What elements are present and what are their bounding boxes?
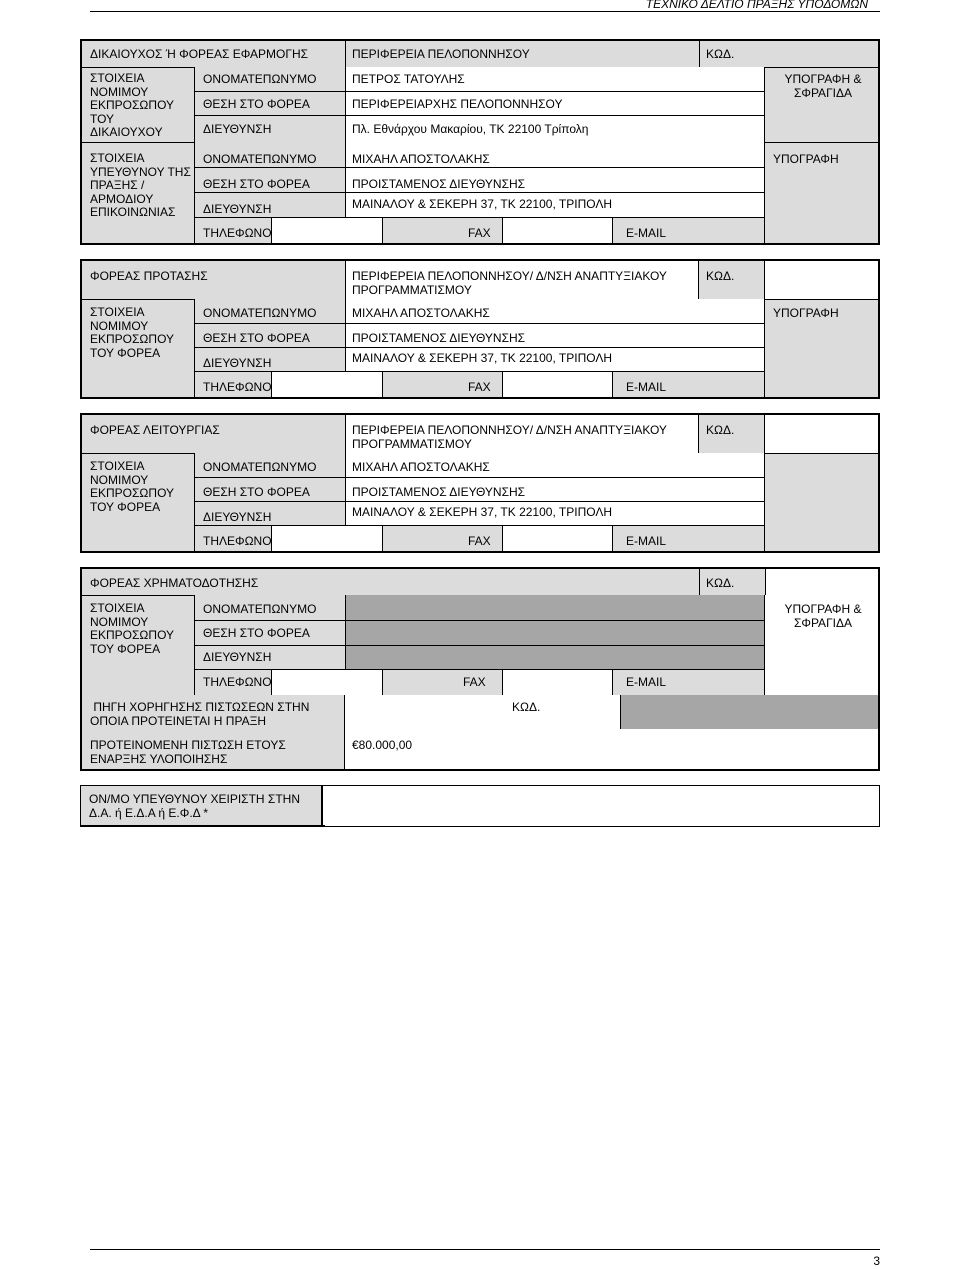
operating-name: ΜΙΧΑΗΛ ΑΠΟΣΤΟΛΑΚΗΣ: [352, 460, 490, 474]
contact-name-label: ΟΝΟΜΑΤΕΠΩΝΥΜΟ: [203, 152, 317, 166]
header-rule: [90, 11, 880, 12]
proposing-body-title: ΦΟΡΕΑΣ ΠΡΟΤΑΣΗΣ: [90, 269, 208, 283]
page-number: 3: [873, 1254, 880, 1268]
proposing-position: ΠΡΟΙΣΤΑΜΕΝΟΣ ΔΙΕΥΘΥΝΣΗΣ: [352, 331, 526, 345]
funding-signature-label: ΥΠΟΓΡΑΦΗ & ΣΦΡΑΓΙΔΑ: [784, 602, 862, 630]
funding-rep-section-label: ΣΤΟΙΧΕΙΑ ΝΟΜΙΜΟΥ ΕΚΠΡΟΣΩΠΟΥ ΤΟΥ ΦΟΡΕΑ: [90, 601, 175, 656]
contact-fax-label: FAX: [468, 226, 491, 240]
funding-email-label: E-MAIL: [626, 675, 667, 689]
legal-rep-address-label: ΔΙΕΥΘΥΝΣΗ: [203, 122, 272, 136]
operating-body-title: ΦΟΡΕΑΣ ΛΕΙΤΟΥΡΓΙΑΣ: [90, 423, 220, 437]
legal-rep-signature-label: ΥΠΟΓΡΑΦΗ & ΣΦΡΑΓΙΔΑ: [784, 72, 862, 100]
legal-rep-position: ΠΕΡΙΦΕΡΕΙΑΡΧΗΣ ΠΕΛΟΠΟΝΝΗΣΟΥ: [352, 97, 563, 111]
funding-body-kod-label: ΚΩΔ.: [706, 576, 735, 590]
proposing-name: ΜΙΧΑΗΛ ΑΠΟΣΤΟΛΑΚΗΣ: [352, 306, 490, 320]
operating-fax-label: FAX: [468, 534, 491, 548]
operating-name-label: ΟΝΟΜΑΤΕΠΩΝΥΜΟ: [203, 460, 317, 474]
contact-section-label: ΣΤΟΙΧΕΙΑ ΥΠΕΥΘΥΝΟΥ ΤΗΣ ΠΡΑΞΗΣ / ΑΡΜΟΔΙΟΥ ΕΠΙΚΟΙΝΩΝΙΑΣ: [90, 151, 191, 219]
contact-email-label: E-MAIL: [626, 226, 667, 240]
contact-signature-label: ΥΠΟΓΡΑΦΗ: [773, 152, 839, 166]
contact-name: ΜΙΧΑΗΛ ΑΠΟΣΤΟΛΑΚΗΣ: [352, 152, 490, 166]
proposing-body-value: ΠΕΡΙΦΕΡΕΙΑ ΠΕΛΟΠΟΝΝΗΣΟΥ/ Δ/ΝΣΗ ΑΝΑΠΤΥΞΙΑΚΟΥ ΠΡΟΓΡΑΜΜΑΤΙΣΜΟΥ: [352, 269, 667, 297]
proposing-body-block: [80, 259, 880, 399]
proposing-address-label: ΔΙΕΥΘΥΝΣΗ: [203, 356, 272, 370]
legal-rep-position-label: ΘΕΣΗ ΣΤΟ ΦΟΡΕΑ: [203, 97, 310, 111]
proposed-credit-value: €80.000,00: [352, 738, 413, 752]
funding-position-label: ΘΕΣΗ ΣΤΟ ΦΟΡΕΑ: [203, 626, 310, 640]
proposing-email-label: E-MAIL: [626, 380, 667, 394]
operating-rep-section-label: ΣΤΟΙΧΕΙΑ ΝΟΜΙΜΟΥ ΕΚΠΡΟΣΩΠΟΥ ΤΟΥ ΦΟΡΕΑ: [90, 459, 175, 514]
document-header-title: ΤΕΧΝΙΚΟ ΔΕΛΤΙΟ ΠΡΑΞΗΣ ΥΠΟΔΟΜΩΝ: [645, 0, 868, 11]
operating-body-kod-label: ΚΩΔ.: [706, 423, 735, 437]
funding-body-block: [80, 567, 880, 771]
contact-address: ΜΑΙΝΑΛΟΥ & ΣΕΚΕΡΗ 37, ΤΚ 22100, ΤΡΙΠΟΛΗ: [352, 197, 613, 211]
handler-block: [80, 785, 880, 827]
operating-phone-label: ΤΗΛΕΦΩΝΟ: [203, 534, 272, 548]
proposing-name-label: ΟΝΟΜΑΤΕΠΩΝΥΜΟ: [203, 306, 317, 320]
operating-position: ΠΡΟΙΣΤΑΜΕΝΟΣ ΔΙΕΥΘΥΝΣΗΣ: [352, 485, 526, 499]
funding-address-label: ΔΙΕΥΘΥΝΣΗ: [203, 650, 272, 664]
proposing-signature-label: ΥΠΟΓΡΑΦΗ: [773, 306, 839, 320]
operating-address-label: ΔΙΕΥΘΥΝΣΗ: [203, 510, 272, 524]
contact-address-label: ΔΙΕΥΘΥΝΣΗ: [203, 202, 272, 216]
funding-source-label: ΠΗΓΗ ΧΟΡΗΓΗΣΗΣ ΠΙΣΤΩΣΕΩΝ ΣΤΗΝ ΟΠΟΙΑ ΠΡΟΤΕΙΝΕΤΑΙ Η ΠΡΑΞΗ: [90, 700, 310, 728]
legal-rep-name-label: ΟΝΟΜΑΤΕΠΩΝΥΜΟ: [203, 72, 317, 86]
proposing-address: ΜΑΙΝΑΛΟΥ & ΣΕΚΕΡΗ 37, ΤΚ 22100, ΤΡΙΠΟΛΗ: [352, 351, 613, 365]
beneficiary-block: [80, 39, 880, 245]
contact-phone-label: ΤΗΛΕΦΩΝΟ: [203, 226, 272, 240]
proposing-rep-section-label: ΣΤΟΙΧΕΙΑ ΝΟΜΙΜΟΥ ΕΚΠΡΟΣΩΠΟΥ ΤΟΥ ΦΟΡΕΑ: [90, 305, 175, 360]
operating-body-block: [80, 413, 880, 553]
operating-email-label: E-MAIL: [626, 534, 667, 548]
legal-rep-address: Πλ. Εθνάρχου Μακαρίου, ΤΚ 22100 Τρίπολη: [352, 122, 589, 136]
beneficiary-value: ΠΕΡΙΦΕΡΕΙΑ ΠΕΛΟΠΟΝΝΗΣΟΥ: [352, 47, 530, 61]
proposed-credit-label: ΠΡΟΤΕΙΝΟΜΕΝΗ ΠΙΣΤΩΣΗ ΕΤΟΥΣ ΕΝΑΡΞΗΣ ΥΛΟΠΟΙΗΣΗΣ: [90, 738, 286, 766]
operating-address: ΜΑΙΝΑΛΟΥ & ΣΕΚΕΡΗ 37, ΤΚ 22100, ΤΡΙΠΟΛΗ: [352, 505, 613, 519]
legal-rep-section-label: ΣΤΟΙΧΕΙΑ ΝΟΜΙΜΟΥ ΕΚΠΡΟΣΩΠΟΥ ΤΟΥ ΔΙΚΑΙΟΥΧΟΥ: [90, 71, 175, 139]
funding-phone-label: ΤΗΛΕΦΩΝΟ: [203, 675, 272, 689]
contact-position: ΠΡΟΙΣΤΑΜΕΝΟΣ ΔΙΕΥΘΥΝΣΗΣ: [352, 177, 526, 191]
proposing-position-label: ΘΕΣΗ ΣΤΟ ΦΟΡΕΑ: [203, 331, 310, 345]
handler-label: ΟΝ/ΜΟ ΥΠΕΥΘΥΝΟΥ ΧΕΙΡΙΣΤΗ ΣΤΗΝ Δ.Α. ή Ε.Δ.Α ή Ε.Φ.Δ *: [89, 792, 300, 820]
beneficiary-title: ΔΙΚΑΙΟΥΧΟΣ Ή ΦΟΡΕΑΣ ΕΦΑΡΜΟΓΗΣ: [90, 47, 309, 61]
operating-position-label: ΘΕΣΗ ΣΤΟ ΦΟΡΕΑ: [203, 485, 310, 499]
proposing-fax-label: FAX: [468, 380, 491, 394]
beneficiary-kod-label: ΚΩΔ.: [706, 47, 735, 61]
funding-body-title: ΦΟΡΕΑΣ ΧΡΗΜΑΤΟΔΟΤΗΣΗΣ: [90, 576, 259, 590]
funding-fax-label: FAX: [463, 675, 486, 689]
funding-source-kod-label: ΚΩΔ.: [512, 700, 541, 714]
proposing-phone-label: ΤΗΛΕΦΩΝΟ: [203, 380, 272, 394]
proposing-body-kod-label: ΚΩΔ.: [706, 269, 735, 283]
legal-rep-name: ΠΕΤΡΟΣ ΤΑΤΟΥΛΗΣ: [352, 72, 465, 86]
contact-position-label: ΘΕΣΗ ΣΤΟ ΦΟΡΕΑ: [203, 177, 310, 191]
footer-rule: [90, 1249, 880, 1250]
funding-name-label: ΟΝΟΜΑΤΕΠΩΝΥΜΟ: [203, 602, 317, 616]
operating-body-value: ΠΕΡΙΦΕΡΕΙΑ ΠΕΛΟΠΟΝΝΗΣΟΥ/ Δ/ΝΣΗ ΑΝΑΠΤΥΞΙΑΚΟΥ ΠΡΟΓΡΑΜΜΑΤΙΣΜΟΥ: [352, 423, 667, 451]
